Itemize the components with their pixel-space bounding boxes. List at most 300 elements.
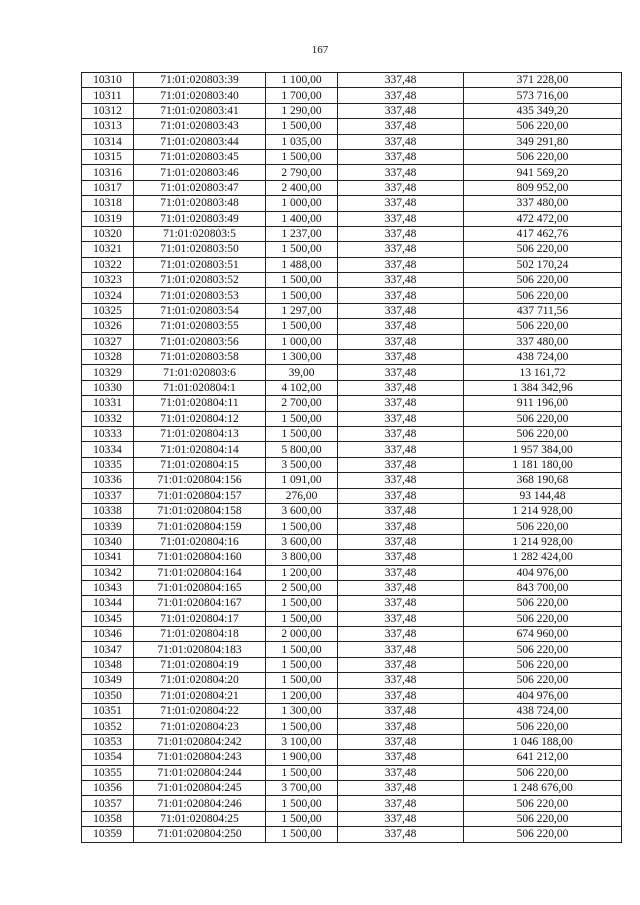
table-row <box>82 165 622 180</box>
cadastral-number-cell: 71:01:020804:25 <box>134 811 266 826</box>
cadastral-number-cell: 71:01:020804:250 <box>134 827 266 842</box>
cadastral-number-cell: 71:01:020803:39 <box>134 73 266 88</box>
row-number-cell: 10317 <box>82 180 134 195</box>
area-cell: 1 500,00 <box>266 642 338 657</box>
table-row <box>82 196 622 211</box>
area-cell: 39,00 <box>266 365 338 380</box>
value-cell: 506 220,00 <box>464 288 622 303</box>
value-cell: 506 220,00 <box>464 319 622 334</box>
value-cell: 506 220,00 <box>464 765 622 780</box>
area-cell: 2 790,00 <box>266 165 338 180</box>
table-row <box>82 765 622 780</box>
cadastral-number-cell: 71:01:020804:20 <box>134 673 266 688</box>
rate-cell: 337,48 <box>338 642 464 657</box>
rate-cell: 337,48 <box>338 811 464 826</box>
rate-cell: 337,48 <box>338 673 464 688</box>
rate-cell: 337,48 <box>338 196 464 211</box>
rate-cell: 337,48 <box>338 765 464 780</box>
table-row <box>82 319 622 334</box>
row-number-cell: 10312 <box>82 103 134 118</box>
value-cell: 506 220,00 <box>464 426 622 441</box>
cadastral-number-cell: 71:01:020803:54 <box>134 303 266 318</box>
cadastral-number-cell: 71:01:020804:164 <box>134 565 266 580</box>
value-cell: 843 700,00 <box>464 580 622 595</box>
rate-cell: 337,48 <box>338 242 464 257</box>
table-row <box>82 673 622 688</box>
cadastral-number-cell: 71:01:020804:17 <box>134 611 266 626</box>
area-cell: 2 500,00 <box>266 580 338 595</box>
value-cell: 337 480,00 <box>464 334 622 349</box>
page-number: 167 <box>311 44 329 56</box>
area-cell: 1 100,00 <box>266 73 338 88</box>
table-row <box>82 396 622 411</box>
table-row <box>82 119 622 134</box>
cadastral-number-cell: 71:01:020803:47 <box>134 180 266 195</box>
area-cell: 276,00 <box>266 488 338 503</box>
value-cell: 506 220,00 <box>464 719 622 734</box>
value-cell: 506 220,00 <box>464 119 622 134</box>
value-cell: 506 220,00 <box>464 411 622 426</box>
table-row <box>82 226 622 241</box>
table-row <box>82 180 622 195</box>
row-number-cell: 10354 <box>82 750 134 765</box>
table-row <box>82 550 622 565</box>
table-row <box>82 103 622 118</box>
row-number-cell: 10314 <box>82 134 134 149</box>
cadastral-number-cell: 71:01:020804:21 <box>134 688 266 703</box>
value-cell: 506 220,00 <box>464 149 622 164</box>
cadastral-number-cell: 71:01:020803:45 <box>134 149 266 164</box>
row-number-cell: 10332 <box>82 411 134 426</box>
cadastral-number-cell: 71:01:020804:160 <box>134 550 266 565</box>
table-row <box>82 596 622 611</box>
row-number-cell: 10325 <box>82 303 134 318</box>
area-cell: 1 500,00 <box>266 149 338 164</box>
row-number-cell: 10352 <box>82 719 134 734</box>
rate-cell: 337,48 <box>338 426 464 441</box>
cadastral-number-cell: 71:01:020804:165 <box>134 580 266 595</box>
area-cell: 1 700,00 <box>266 88 338 103</box>
value-cell: 1 957 384,00 <box>464 442 622 457</box>
value-cell: 1 282 424,00 <box>464 550 622 565</box>
cadastral-number-cell: 71:01:020804:157 <box>134 488 266 503</box>
table-row <box>82 565 622 580</box>
value-cell: 337 480,00 <box>464 196 622 211</box>
rate-cell: 337,48 <box>338 103 464 118</box>
area-cell: 1 500,00 <box>266 673 338 688</box>
row-number-cell: 10322 <box>82 257 134 272</box>
row-number-cell: 10329 <box>82 365 134 380</box>
rate-cell: 337,48 <box>338 165 464 180</box>
area-cell: 1 500,00 <box>266 119 338 134</box>
row-number-cell: 10356 <box>82 780 134 795</box>
area-cell: 3 100,00 <box>266 734 338 749</box>
row-number-cell: 10340 <box>82 534 134 549</box>
value-cell: 1 214 928,00 <box>464 534 622 549</box>
area-cell: 3 500,00 <box>266 457 338 472</box>
rate-cell: 337,48 <box>338 550 464 565</box>
rate-cell: 337,48 <box>338 273 464 288</box>
value-cell: 437 711,56 <box>464 303 622 318</box>
cadastral-number-cell: 71:01:020804:244 <box>134 765 266 780</box>
rate-cell: 337,48 <box>338 442 464 457</box>
table-row <box>82 519 622 534</box>
table-row <box>82 149 622 164</box>
cadastral-number-cell: 71:01:020803:56 <box>134 334 266 349</box>
cadastral-number-cell: 71:01:020804:13 <box>134 426 266 441</box>
table-row <box>82 627 622 642</box>
cadastral-number-cell: 71:01:020804:19 <box>134 657 266 672</box>
row-number-cell: 10321 <box>82 242 134 257</box>
row-number-cell: 10344 <box>82 596 134 611</box>
rate-cell: 337,48 <box>338 627 464 642</box>
row-number-cell: 10342 <box>82 565 134 580</box>
value-cell: 506 220,00 <box>464 642 622 657</box>
cadastral-number-cell: 71:01:020803:51 <box>134 257 266 272</box>
rate-cell: 337,48 <box>338 611 464 626</box>
cadastral-number-cell: 71:01:020804:246 <box>134 796 266 811</box>
area-cell: 3 700,00 <box>266 780 338 795</box>
row-number-cell: 10339 <box>82 519 134 534</box>
cadastral-number-cell: 71:01:020803:43 <box>134 119 266 134</box>
area-cell: 1 500,00 <box>266 411 338 426</box>
rate-cell: 337,48 <box>338 688 464 703</box>
value-cell: 506 220,00 <box>464 519 622 534</box>
row-number-cell: 10353 <box>82 734 134 749</box>
row-number-cell: 10311 <box>82 88 134 103</box>
cadastral-number-cell: 71:01:020804:16 <box>134 534 266 549</box>
value-cell: 435 349,20 <box>464 103 622 118</box>
cadastral-number-cell: 71:01:020804:11 <box>134 396 266 411</box>
row-number-cell: 10347 <box>82 642 134 657</box>
row-number-cell: 10319 <box>82 211 134 226</box>
rate-cell: 337,48 <box>338 134 464 149</box>
cadastral-number-cell: 71:01:020804:183 <box>134 642 266 657</box>
area-cell: 1 237,00 <box>266 226 338 241</box>
value-cell: 502 170,24 <box>464 257 622 272</box>
area-cell: 1 500,00 <box>266 426 338 441</box>
table-row <box>82 303 622 318</box>
row-number-cell: 10320 <box>82 226 134 241</box>
area-cell: 1 297,00 <box>266 303 338 318</box>
cadastral-number-cell: 71:01:020803:44 <box>134 134 266 149</box>
value-cell: 438 724,00 <box>464 704 622 719</box>
rate-cell: 337,48 <box>338 396 464 411</box>
table-row <box>82 334 622 349</box>
value-cell: 438 724,00 <box>464 350 622 365</box>
rate-cell: 337,48 <box>338 457 464 472</box>
table-row <box>82 503 622 518</box>
rate-cell: 337,48 <box>338 211 464 226</box>
cadastral-number-cell: 71:01:020804:159 <box>134 519 266 534</box>
area-cell: 1 300,00 <box>266 704 338 719</box>
rate-cell: 337,48 <box>338 734 464 749</box>
row-number-cell: 10313 <box>82 119 134 134</box>
table-row <box>82 380 622 395</box>
table-row <box>82 704 622 719</box>
table-row <box>82 257 622 272</box>
row-number-cell: 10358 <box>82 811 134 826</box>
area-cell: 1 200,00 <box>266 565 338 580</box>
area-cell: 1 500,00 <box>266 596 338 611</box>
value-cell: 506 220,00 <box>464 796 622 811</box>
registry-table <box>81 72 622 843</box>
row-number-cell: 10335 <box>82 457 134 472</box>
cadastral-number-cell: 71:01:020803:48 <box>134 196 266 211</box>
rate-cell: 337,48 <box>338 288 464 303</box>
area-cell: 3 800,00 <box>266 550 338 565</box>
rate-cell: 337,48 <box>338 488 464 503</box>
cadastral-number-cell: 71:01:020804:12 <box>134 411 266 426</box>
row-number-cell: 10331 <box>82 396 134 411</box>
row-number-cell: 10318 <box>82 196 134 211</box>
rate-cell: 337,48 <box>338 473 464 488</box>
row-number-cell: 10326 <box>82 319 134 334</box>
value-cell: 368 190,68 <box>464 473 622 488</box>
value-cell: 506 220,00 <box>464 673 622 688</box>
cadastral-number-cell: 71:01:020804:22 <box>134 704 266 719</box>
area-cell: 1 488,00 <box>266 257 338 272</box>
cadastral-number-cell: 71:01:020803:41 <box>134 103 266 118</box>
rate-cell: 337,48 <box>338 334 464 349</box>
rate-cell: 337,48 <box>338 503 464 518</box>
area-cell: 1 290,00 <box>266 103 338 118</box>
area-cell: 1 500,00 <box>266 519 338 534</box>
area-cell: 1 000,00 <box>266 334 338 349</box>
rate-cell: 337,48 <box>338 350 464 365</box>
table-row <box>82 750 622 765</box>
row-number-cell: 10324 <box>82 288 134 303</box>
row-number-cell: 10328 <box>82 350 134 365</box>
rate-cell: 337,48 <box>338 780 464 795</box>
rate-cell: 337,48 <box>338 565 464 580</box>
area-cell: 1 500,00 <box>266 319 338 334</box>
row-number-cell: 10349 <box>82 673 134 688</box>
row-number-cell: 10348 <box>82 657 134 672</box>
cadastral-number-cell: 71:01:020803:40 <box>134 88 266 103</box>
cadastral-number-cell: 71:01:020804:18 <box>134 627 266 642</box>
table-row <box>82 273 622 288</box>
table-row <box>82 426 622 441</box>
row-number-cell: 10337 <box>82 488 134 503</box>
table-row <box>82 134 622 149</box>
row-number-cell: 10310 <box>82 73 134 88</box>
table-row <box>82 719 622 734</box>
area-cell: 1 500,00 <box>266 719 338 734</box>
table-row <box>82 73 622 88</box>
row-number-cell: 10343 <box>82 580 134 595</box>
table-row <box>82 534 622 549</box>
rate-cell: 337,48 <box>338 534 464 549</box>
row-number-cell: 10327 <box>82 334 134 349</box>
value-cell: 93 144,48 <box>464 488 622 503</box>
rate-cell: 337,48 <box>338 719 464 734</box>
row-number-cell: 10341 <box>82 550 134 565</box>
cadastral-number-cell: 71:01:020804:1 <box>134 380 266 395</box>
cadastral-number-cell: 71:01:020804:242 <box>134 734 266 749</box>
area-cell: 1 500,00 <box>266 827 338 842</box>
row-number-cell: 10333 <box>82 426 134 441</box>
table-row <box>82 827 622 842</box>
area-cell: 4 102,00 <box>266 380 338 395</box>
table-row <box>82 642 622 657</box>
area-cell: 5 800,00 <box>266 442 338 457</box>
area-cell: 1 500,00 <box>266 288 338 303</box>
value-cell: 506 220,00 <box>464 657 622 672</box>
area-cell: 1 500,00 <box>266 796 338 811</box>
value-cell: 506 220,00 <box>464 611 622 626</box>
area-cell: 2 000,00 <box>266 627 338 642</box>
table-row <box>82 442 622 457</box>
row-number-cell: 10345 <box>82 611 134 626</box>
rate-cell: 337,48 <box>338 380 464 395</box>
row-number-cell: 10323 <box>82 273 134 288</box>
area-cell: 1 500,00 <box>266 611 338 626</box>
row-number-cell: 10357 <box>82 796 134 811</box>
table-row <box>82 473 622 488</box>
area-cell: 2 400,00 <box>266 180 338 195</box>
area-cell: 1 500,00 <box>266 765 338 780</box>
table-row <box>82 580 622 595</box>
table-row <box>82 350 622 365</box>
row-number-cell: 10359 <box>82 827 134 842</box>
value-cell: 674 960,00 <box>464 627 622 642</box>
value-cell: 506 220,00 <box>464 811 622 826</box>
cadastral-number-cell: 71:01:020803:52 <box>134 273 266 288</box>
value-cell: 404 976,00 <box>464 565 622 580</box>
area-cell: 2 700,00 <box>266 396 338 411</box>
value-cell: 371 228,00 <box>464 73 622 88</box>
rate-cell: 337,48 <box>338 319 464 334</box>
table-row <box>82 796 622 811</box>
value-cell: 1 181 180,00 <box>464 457 622 472</box>
table-row <box>82 688 622 703</box>
cadastral-number-cell: 71:01:020804:243 <box>134 750 266 765</box>
rate-cell: 337,48 <box>338 827 464 842</box>
area-cell: 1 500,00 <box>266 811 338 826</box>
row-number-cell: 10336 <box>82 473 134 488</box>
rate-cell: 337,48 <box>338 119 464 134</box>
row-number-cell: 10355 <box>82 765 134 780</box>
cadastral-number-cell: 71:01:020804:167 <box>134 596 266 611</box>
rate-cell: 337,48 <box>338 704 464 719</box>
value-cell: 1 384 342,96 <box>464 380 622 395</box>
table-row <box>82 780 622 795</box>
table-row <box>82 211 622 226</box>
table-row <box>82 457 622 472</box>
area-cell: 1 500,00 <box>266 242 338 257</box>
value-cell: 404 976,00 <box>464 688 622 703</box>
table-row <box>82 488 622 503</box>
cadastral-number-cell: 71:01:020803:58 <box>134 350 266 365</box>
row-number-cell: 10316 <box>82 165 134 180</box>
cadastral-number-cell: 71:01:020804:23 <box>134 719 266 734</box>
table-row <box>82 88 622 103</box>
rate-cell: 337,48 <box>338 411 464 426</box>
table-row <box>82 365 622 380</box>
rate-cell: 337,48 <box>338 580 464 595</box>
value-cell: 941 569,20 <box>464 165 622 180</box>
area-cell: 1 035,00 <box>266 134 338 149</box>
row-number-cell: 10346 <box>82 627 134 642</box>
table-row <box>82 411 622 426</box>
rate-cell: 337,48 <box>338 73 464 88</box>
row-number-cell: 10338 <box>82 503 134 518</box>
area-cell: 1 200,00 <box>266 688 338 703</box>
table-row <box>82 657 622 672</box>
rate-cell: 337,48 <box>338 226 464 241</box>
row-number-cell: 10315 <box>82 149 134 164</box>
cadastral-number-cell: 71:01:020803:53 <box>134 288 266 303</box>
cadastral-number-cell: 71:01:020804:156 <box>134 473 266 488</box>
area-cell: 1 500,00 <box>266 657 338 672</box>
value-cell: 349 291,80 <box>464 134 622 149</box>
value-cell: 13 161,72 <box>464 365 622 380</box>
rate-cell: 337,48 <box>338 149 464 164</box>
table-row <box>82 811 622 826</box>
rate-cell: 337,48 <box>338 796 464 811</box>
value-cell: 809 952,00 <box>464 180 622 195</box>
value-cell: 506 220,00 <box>464 273 622 288</box>
row-number-cell: 10334 <box>82 442 134 457</box>
rate-cell: 337,48 <box>338 303 464 318</box>
rate-cell: 337,48 <box>338 88 464 103</box>
cadastral-number-cell: 71:01:020803:55 <box>134 319 266 334</box>
value-cell: 1 214 928,00 <box>464 503 622 518</box>
value-cell: 506 220,00 <box>464 596 622 611</box>
cadastral-number-cell: 71:01:020803:5 <box>134 226 266 241</box>
rate-cell: 337,48 <box>338 519 464 534</box>
value-cell: 641 212,00 <box>464 750 622 765</box>
cadastral-number-cell: 71:01:020803:50 <box>134 242 266 257</box>
area-cell: 3 600,00 <box>266 534 338 549</box>
cadastral-number-cell: 71:01:020804:245 <box>134 780 266 795</box>
area-cell: 1 500,00 <box>266 273 338 288</box>
cadastral-number-cell: 71:01:020803:6 <box>134 365 266 380</box>
value-cell: 1 046 188,00 <box>464 734 622 749</box>
rate-cell: 337,48 <box>338 257 464 272</box>
value-cell: 506 220,00 <box>464 827 622 842</box>
area-cell: 1 091,00 <box>266 473 338 488</box>
table-row <box>82 288 622 303</box>
value-cell: 1 248 676,00 <box>464 780 622 795</box>
table-row <box>82 734 622 749</box>
area-cell: 1 000,00 <box>266 196 338 211</box>
table-row <box>82 611 622 626</box>
cadastral-number-cell: 71:01:020803:46 <box>134 165 266 180</box>
rate-cell: 337,48 <box>338 657 464 672</box>
rate-cell: 337,48 <box>338 365 464 380</box>
area-cell: 1 300,00 <box>266 350 338 365</box>
row-number-cell: 10330 <box>82 380 134 395</box>
cadastral-number-cell: 71:01:020803:49 <box>134 211 266 226</box>
area-cell: 1 400,00 <box>266 211 338 226</box>
cadastral-number-cell: 71:01:020804:158 <box>134 503 266 518</box>
table-body <box>82 73 622 843</box>
row-number-cell: 10351 <box>82 704 134 719</box>
rate-cell: 337,48 <box>338 596 464 611</box>
cadastral-number-cell: 71:01:020804:14 <box>134 442 266 457</box>
value-cell: 911 196,00 <box>464 396 622 411</box>
value-cell: 573 716,00 <box>464 88 622 103</box>
value-cell: 472 472,00 <box>464 211 622 226</box>
table-row <box>82 242 622 257</box>
rate-cell: 337,48 <box>338 180 464 195</box>
rate-cell: 337,48 <box>338 750 464 765</box>
value-cell: 506 220,00 <box>464 242 622 257</box>
row-number-cell: 10350 <box>82 688 134 703</box>
cadastral-number-cell: 71:01:020804:15 <box>134 457 266 472</box>
